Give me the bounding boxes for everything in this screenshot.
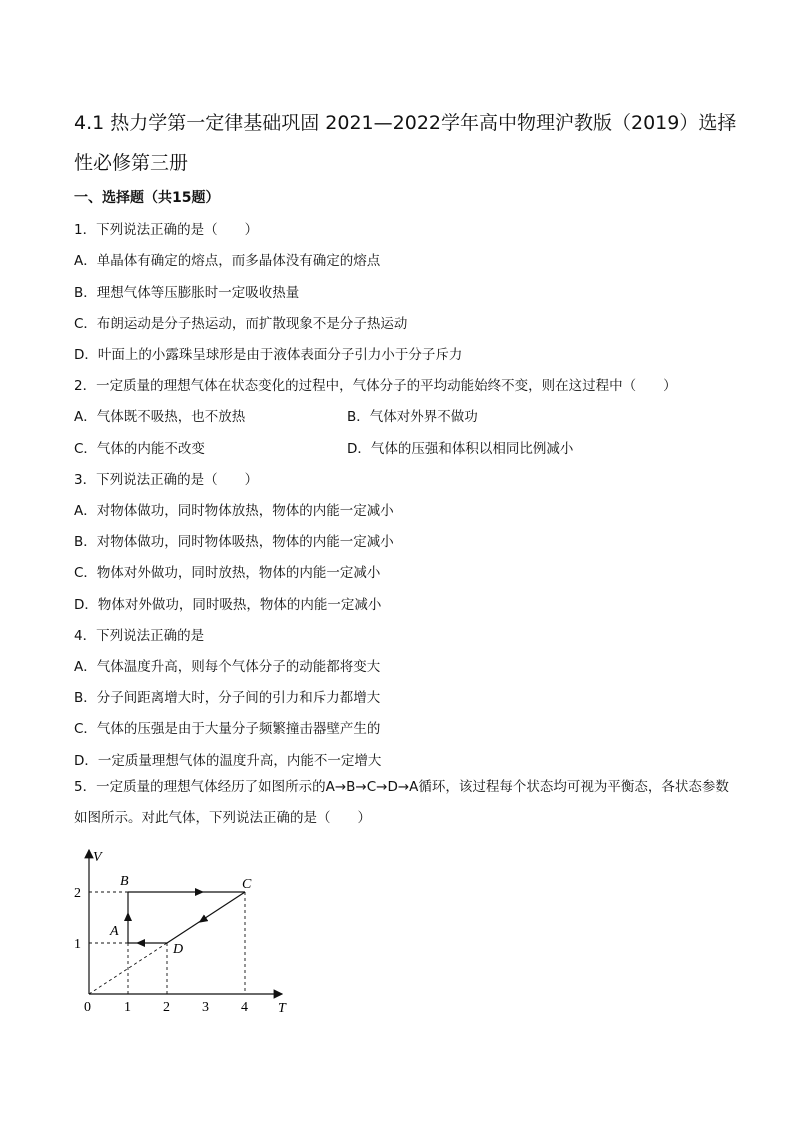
question-4-option-a: A．气体温度升高，则每个气体分子的动能都将变大 <box>74 659 381 675</box>
vt-cycle-diagram <box>70 842 300 1022</box>
question-2-stem: 2．一定质量的理想气体在状态变化的过程中，气体分子的平均动能始终不变，则在这过程中（ ） <box>74 378 677 394</box>
x-tick-1: 1 <box>124 1000 131 1015</box>
point-c-label: C <box>242 877 252 892</box>
question-3-option-c: C．物体对外做功，同时放热，物体的内能一定减小 <box>74 565 381 581</box>
origin-label: 0 <box>84 1000 91 1015</box>
question-4-option-d: D．一定质量理想气体的温度升高，内能不一定增大 <box>74 753 382 769</box>
y-tick-2: 2 <box>74 886 81 901</box>
point-d-label: D <box>173 942 184 957</box>
section-heading: 一、选择题（共15题） <box>74 190 220 206</box>
question-3-option-d: D．物体对外做功，同时吸热，物体的内能一定减小 <box>74 597 382 613</box>
x-tick-4: 4 <box>241 1000 248 1015</box>
question-3-option-b: B．对物体做功，同时物体吸热，物体的内能一定减小 <box>74 534 394 550</box>
question-1-option-c: C．布朗运动是分子热运动，而扩散现象不是分子热运动 <box>74 316 408 332</box>
point-b-label: B <box>120 874 129 889</box>
question-4-option-b: B．分子间距离增大时，分子间的引力和斥力都增大 <box>74 690 381 706</box>
question-4-stem: 4．下列说法正确的是 <box>74 628 205 644</box>
x-tick-2: 2 <box>163 1000 170 1015</box>
point-a-label: A <box>110 924 119 939</box>
x-tick-3: 3 <box>202 1000 209 1015</box>
question-2-option-b: B．气体对外界不做功 <box>347 409 478 425</box>
question-1-option-b: B．理想气体等压膨胀时一定吸收热量 <box>74 285 300 301</box>
t-axis-label: T <box>278 1001 286 1016</box>
question-1-option-d: D．叶面上的小露珠呈球形是由于液体表面分子引力小于分子斥力 <box>74 347 463 363</box>
segment-c-d <box>167 892 245 943</box>
y-tick-1: 1 <box>74 937 81 952</box>
question-2-option-c: C．气体的内能不改变 <box>74 441 205 457</box>
document-title: 4.1 热力学第一定律基础巩固 2021—2022学年高中物理沪教版（2019）选择性必修第三册 <box>74 112 737 174</box>
question-4-option-c: C．气体的压强是由于大量分子频繁撞击器壁产生的 <box>74 721 381 737</box>
question-2-option-a: A．气体既不吸热，也不放热 <box>74 409 246 425</box>
question-2-option-d: D．气体的压强和体积以相同比例减小 <box>347 441 574 457</box>
question-1-stem: 1．下列说法正确的是（ ） <box>74 222 259 238</box>
question-3-option-a: A．对物体做功，同时物体放热，物体的内能一定减小 <box>74 503 394 519</box>
question-1-option-a: A．单晶体有确定的熔点，而多晶体没有确定的熔点 <box>74 253 381 269</box>
v-axis-label: V <box>93 850 102 865</box>
question-5-stem: 5．一定质量的理想气体经历了如图所示的A→B→C→D→A循环，该过程每个状态均可视为平衡态，各状态参数如图所示。对此气体，下列说法正确的是（ ） <box>74 779 729 826</box>
question-3-stem: 3．下列说法正确的是（ ） <box>74 472 259 488</box>
